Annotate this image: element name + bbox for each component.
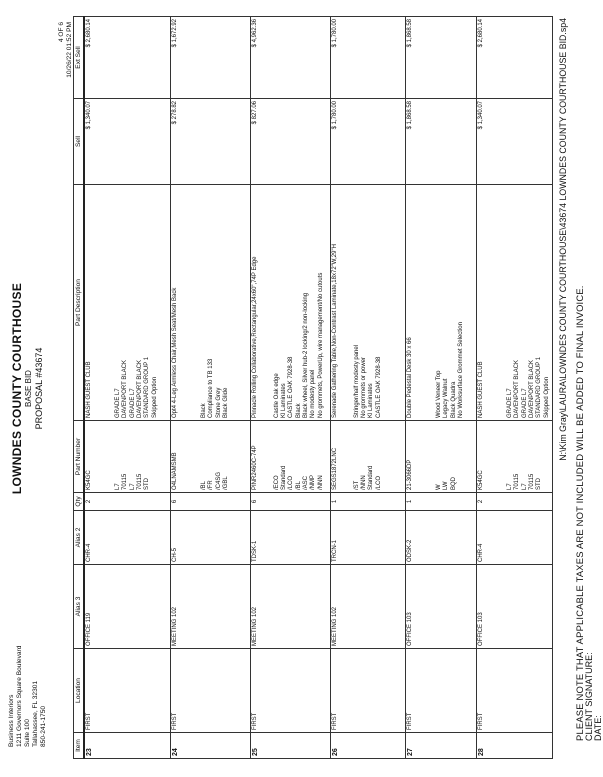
part-number-line	[485, 423, 492, 490]
part-description-cell	[171, 185, 251, 421]
part-description-line: GRADE L7	[115, 388, 122, 418]
ext-sell-cell: $ 2,680.14	[84, 17, 171, 99]
part-description-line: Kl Laminates	[368, 383, 375, 418]
alias3-cell: MEETING 102	[251, 565, 331, 649]
part-description-line: Stone Grey	[215, 387, 222, 418]
part-description-line: No grommets, PowerUp, wire management/No cutouts	[317, 272, 324, 418]
ext-sell-cell: $ 4,962.36	[251, 17, 331, 99]
part-number-line: PINR2460C-74P	[252, 445, 258, 490]
document-title-block	[10, 0, 45, 777]
location-cell: FIRST	[251, 649, 331, 733]
table-row	[251, 17, 331, 759]
part-description-line: Black	[295, 403, 302, 418]
part-description-line: Black Glide	[223, 387, 230, 418]
part-description-line: STANDARD GROUP 1	[536, 356, 543, 418]
col-alias2: Alias 2	[74, 511, 85, 565]
col-ext-sell: Ext Sell	[74, 17, 85, 99]
location-cell: FIRST	[477, 649, 553, 733]
sell-cell: $ 1,340.07	[84, 99, 171, 185]
part-description-line: CASTLE OAK 7928-38	[288, 356, 295, 418]
sell-cell: $ 827.06	[251, 99, 331, 185]
part-number-line: STD	[144, 478, 151, 490]
part-description-line: Wood Veneer Top	[436, 370, 443, 418]
part-number-line: L7	[129, 483, 136, 490]
part-description-cell	[84, 185, 171, 421]
part-description-line	[485, 187, 492, 418]
part-number-line: /NNN	[361, 475, 368, 490]
part-number-line: L7	[115, 483, 122, 490]
part-description-cell	[406, 185, 477, 421]
part-number-line: /GBL	[223, 476, 230, 490]
part-number-line: 70115	[529, 473, 536, 490]
part-description-line	[422, 187, 429, 418]
col-part-number: Part Number	[74, 421, 85, 493]
part-number-line: W	[436, 484, 443, 490]
ext-sell-cell: $ 1,672.92	[171, 17, 251, 99]
location-cell: FIRST	[406, 649, 477, 733]
part-number-line: SEGS1872LNC	[332, 447, 338, 490]
part-number-line	[259, 423, 266, 490]
part-number-line	[179, 423, 186, 490]
part-number-line: L7	[521, 483, 528, 490]
client-signature-label: CLIENT SIGNATURE:	[584, 652, 594, 741]
table-body	[84, 17, 552, 759]
signature-block	[585, 652, 603, 741]
part-description-line: Pinnacle Rolling Collaborative,Rectangular,24x60",74P Edge	[252, 256, 258, 418]
part-description-line: Serenade Gathering Table,Non-Contrast Laminate,18x72"W,29"H	[332, 244, 338, 418]
company-suite: Suite 100	[24, 719, 31, 747]
part-number-line: /LCO	[288, 475, 295, 490]
part-number-line: BQD	[450, 476, 457, 490]
part-number-line	[339, 423, 346, 490]
part-description-line	[187, 187, 194, 418]
sell-cell: $ 278.82	[171, 99, 251, 185]
item-number: 28	[477, 733, 553, 759]
col-item: Item	[74, 733, 85, 759]
part-number-line: L7	[507, 483, 514, 490]
part-number-line: /ASC	[303, 475, 310, 490]
part-description-line: No grommets or power	[361, 356, 368, 418]
part-number-line: /C4SG	[215, 471, 222, 490]
part-description-line	[101, 187, 108, 418]
ext-sell-cell: $ 2,680.14	[477, 17, 553, 99]
company-phone: 850-241-1750	[40, 705, 47, 747]
part-description-line: Black	[201, 403, 208, 418]
location-cell: FIRST	[331, 649, 406, 733]
sell-cell: $ 1,340.07	[477, 99, 553, 185]
part-number-line: /ST	[353, 480, 360, 490]
part-description-line: GRADE L7	[129, 388, 136, 418]
part-description-line: Stringer/half modesty panel	[353, 344, 360, 418]
part-description-line	[429, 187, 436, 418]
part-number-line: /BL	[201, 480, 208, 490]
sell-cell: $ 1,868.58	[406, 99, 477, 185]
alias2-cell: TRCN-1	[331, 511, 406, 565]
part-number-line: 21-3066DP	[407, 459, 413, 490]
part-number-cell	[251, 421, 331, 493]
part-description-cell	[251, 185, 331, 421]
sell-cell: $ 1,780.00	[331, 99, 406, 185]
part-description-line: Double Pedestal Desk 30 x 66	[407, 337, 413, 418]
qty-cell: 2	[84, 493, 171, 511]
part-description-line: DAVENPORT BLACK	[122, 359, 129, 418]
page-number: 4 OF 6	[58, 22, 65, 43]
part-description-cell	[331, 185, 406, 421]
table-row	[406, 17, 477, 759]
part-number-cell	[406, 421, 477, 493]
alias2-cell: CH-5	[171, 511, 251, 565]
col-part-description: Part Description	[74, 185, 85, 421]
col-qty: Qty	[74, 493, 85, 511]
part-description-line: Castle Oak edge	[273, 373, 280, 418]
part-description-line	[194, 187, 201, 418]
part-description-line: Black Quadra	[450, 381, 457, 418]
file-path-footer: N:\Kim Gray\LAURA\LOWNDES COUNTY COURTHOUSE\43674 LOWNDES COUNTY COURTHOUSE BID.sp4	[558, 18, 568, 461]
part-number-line: /FR	[208, 480, 215, 490]
alias3-cell: MEETING 102	[331, 565, 406, 649]
part-number-line	[187, 423, 194, 490]
item-number: 26	[331, 733, 406, 759]
part-number-line	[101, 423, 108, 490]
part-description-line: NASH GUEST CLUB	[478, 361, 484, 418]
part-number-line: /NMP	[310, 475, 317, 490]
part-description-line: Skipped Option	[543, 376, 550, 418]
line-items-table	[73, 16, 553, 759]
part-number-line	[194, 423, 201, 490]
part-description-line: No modesty panel	[310, 369, 317, 418]
part-number-line: LW	[443, 481, 450, 490]
col-sell: Sell	[74, 99, 85, 185]
alias3-cell: OFFICE 119	[84, 565, 171, 649]
part-description-line: CASTLE OAK 7928-38	[375, 356, 382, 418]
part-description-line	[267, 187, 274, 418]
part-description-cell	[477, 185, 553, 421]
part-number-line: STD	[536, 478, 543, 490]
part-description-line: DAVENPORT BLACK	[529, 359, 536, 418]
part-number-line: 70115	[514, 473, 521, 490]
part-number-line: Standard	[281, 465, 288, 490]
part-description-line: GRADE L7	[507, 388, 514, 418]
part-number-line: 70115	[122, 473, 129, 490]
alias3-cell: MEETING 102	[171, 565, 251, 649]
part-number-line	[422, 423, 429, 490]
part-description-line: Opt4 4-Leg Armless Chair,Mesh Seat/Mesh Back	[172, 287, 178, 418]
date-label: DATE:	[593, 715, 603, 741]
part-number-line: K54GC	[86, 470, 92, 490]
part-number-line: O4LNAMSMB	[172, 452, 178, 490]
location-cell: FIRST	[171, 649, 251, 733]
print-timestamp: 10/26/22 01:52 PM	[66, 22, 73, 78]
part-number-line	[93, 423, 100, 490]
part-number-line	[414, 423, 421, 490]
part-description-line	[500, 187, 507, 418]
part-description-line: NASH GUEST CLUB	[86, 361, 92, 418]
document-subtitle: BASE BID	[24, 370, 33, 407]
table-row	[171, 17, 251, 759]
part-number-line	[108, 423, 115, 490]
part-number-line	[347, 423, 354, 490]
part-description-line: Legacy Walnut	[443, 378, 450, 418]
col-alias3: Alias 3	[74, 565, 85, 649]
table-row	[477, 17, 553, 759]
page-info	[58, 22, 74, 78]
part-number-cell	[477, 421, 553, 493]
part-description-line	[347, 187, 354, 418]
part-number-line	[493, 423, 500, 490]
part-description-line: GRADE L7	[521, 388, 528, 418]
item-number: 27	[406, 733, 477, 759]
part-description-line	[108, 187, 115, 418]
part-description-line	[93, 187, 100, 418]
part-description-line: No Worksurface Grommet Selection	[458, 322, 465, 418]
part-description-line	[493, 187, 500, 418]
alias2-cell: CHR-4	[477, 511, 553, 565]
part-description-line	[259, 187, 266, 418]
part-number-line	[267, 423, 274, 490]
alias3-cell: OFFICE 103	[406, 565, 477, 649]
part-description-line: DAVENPORT BLACK	[137, 359, 144, 418]
qty-cell: 6	[251, 493, 331, 511]
company-street: 1211 Governors Square Boulevard	[16, 645, 23, 747]
part-number-line: /BL	[295, 480, 302, 490]
part-description-line: DAVENPORT BLACK	[514, 359, 521, 418]
part-description-line	[179, 187, 186, 418]
proposal-number: PROPOSAL #43674	[34, 347, 44, 430]
ext-sell-cell: $ 1,780.00	[331, 17, 406, 99]
table-row	[84, 17, 171, 759]
ext-sell-cell: $ 1,868.58	[406, 17, 477, 99]
item-number: 23	[84, 733, 171, 759]
part-number-line: /NNN	[317, 475, 324, 490]
company-name: Business Interiors	[8, 694, 15, 747]
item-number: 24	[171, 733, 251, 759]
tax-notice: PLEASE NOTE THAT APPLICABLE TAXES ARE NOT INCLUDED WILL BE ADDED TO FINAL INVOICE.	[574, 285, 585, 741]
item-number: 25	[251, 733, 331, 759]
qty-cell: 1	[331, 493, 406, 511]
part-number-cell	[84, 421, 171, 493]
part-description-line: Skipped Option	[151, 376, 158, 418]
qty-cell: 6	[171, 493, 251, 511]
part-description-line	[339, 187, 346, 418]
alias2-cell: CHR-4	[84, 511, 171, 565]
document-title: LOWNDES COUNTY COURTHOUSE	[10, 282, 24, 495]
col-location: Location	[74, 649, 85, 733]
part-description-line: Kl Laminates	[281, 383, 288, 418]
part-number-line	[500, 423, 507, 490]
part-description-line: Black wheel, Silver hub-2 locking/2 non-locking	[303, 292, 310, 418]
company-city: Tallahassee, FL 32301	[32, 680, 39, 747]
alias2-cell: ODSK-2	[406, 511, 477, 565]
part-number-line	[458, 423, 465, 490]
part-description-line: Compliance to TB 133	[208, 358, 215, 418]
part-number-cell	[171, 421, 251, 493]
part-number-line: /ECO	[273, 475, 280, 490]
part-number-line: K54GC	[478, 470, 484, 490]
part-number-line: /LCO	[375, 475, 382, 490]
part-number-line	[429, 423, 436, 490]
part-description-line	[414, 187, 421, 418]
table-row	[331, 17, 406, 759]
alias3-cell: OFFICE 103	[477, 565, 553, 649]
qty-cell: 1	[406, 493, 477, 511]
qty-cell: 2	[477, 493, 553, 511]
part-number-line: Standard	[368, 465, 375, 490]
alias2-cell: TDSK-1	[251, 511, 331, 565]
part-description-line: STANDARD GROUP 1	[144, 356, 151, 418]
table-header-row	[74, 17, 85, 759]
part-number-cell	[331, 421, 406, 493]
location-cell: FIRST	[84, 649, 171, 733]
part-number-line: 70115	[137, 473, 144, 490]
